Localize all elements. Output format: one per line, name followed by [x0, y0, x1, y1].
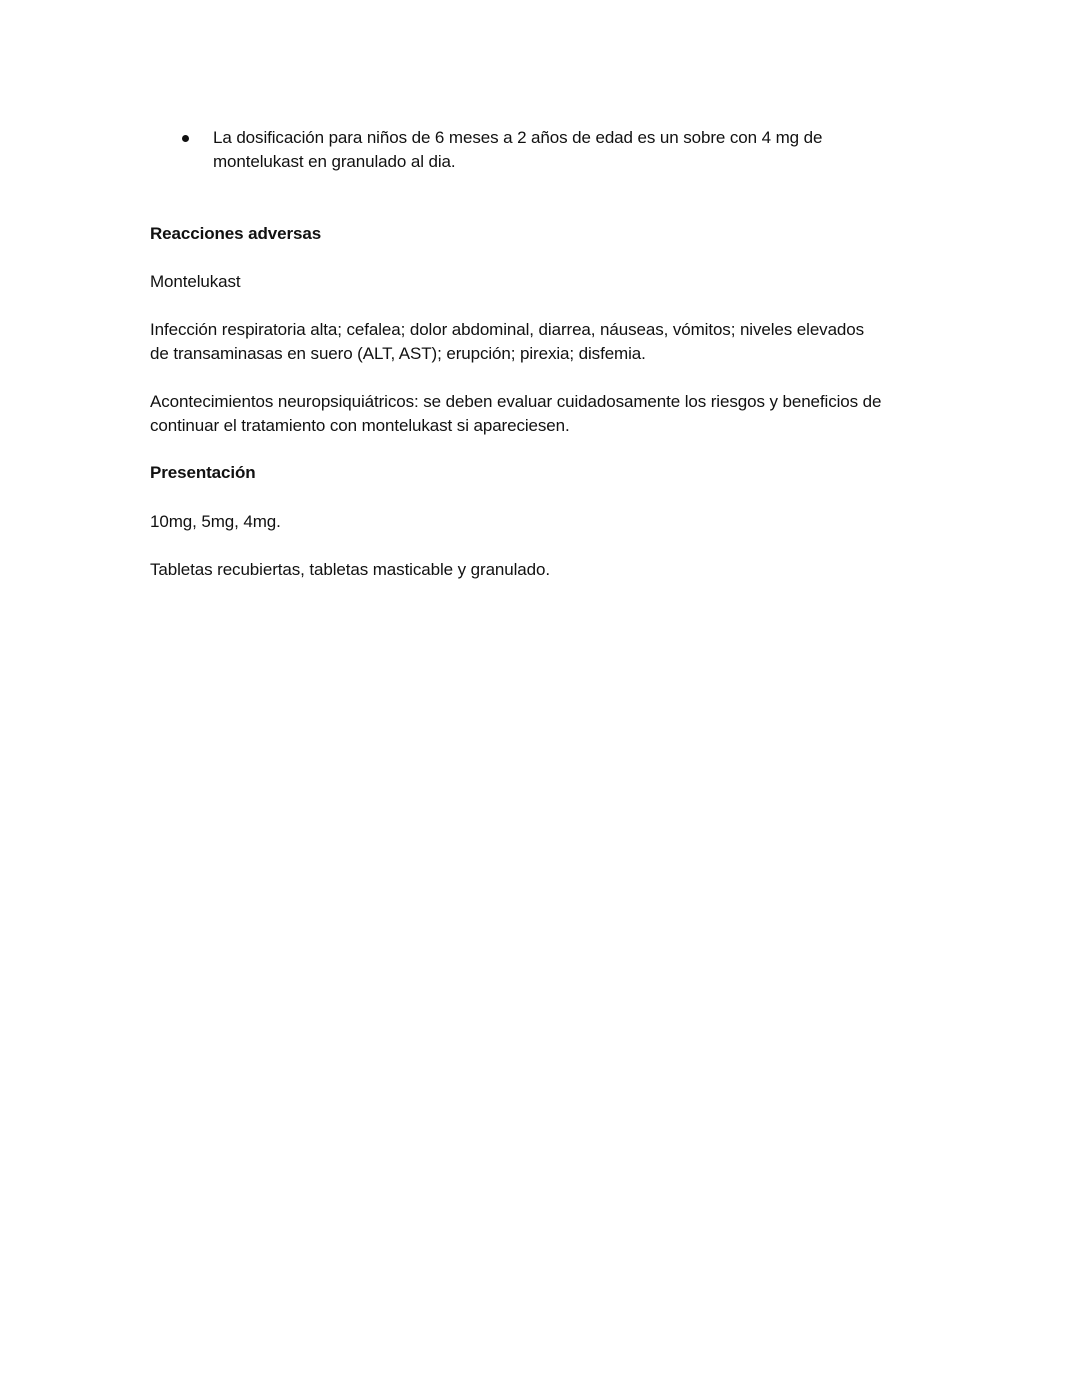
presentation-doses: 10mg, 5mg, 4mg.	[150, 512, 281, 531]
presentation-heading: Presentación	[150, 463, 256, 482]
bullet-text-line-2: montelukast en granulado al dia.	[213, 152, 456, 171]
drug-name: Montelukast	[150, 272, 241, 291]
bullet-icon	[182, 135, 189, 142]
adverse-paragraph-2-line-1: Acontecimientos neuropsiquiátricos: se deben evaluar cuidadosamente los riesgos y beneficios de	[150, 392, 882, 411]
adverse-paragraph-2-line-2: continuar el tratamiento con montelukast si apareciesen.	[150, 416, 570, 435]
bullet-text-line-1: La dosificación para niños de 6 meses a 2 años de edad es un sobre con 4 mg de	[213, 128, 823, 147]
adverse-reactions-heading: Reacciones adversas	[150, 224, 322, 243]
adverse-paragraph-1-line-1: Infección respiratoria alta; cefalea; dolor abdominal, diarrea, náuseas, vómitos; niveles elevados	[150, 320, 865, 339]
adverse-paragraph-1-line-2: de transaminasas en suero (ALT, AST); erupción; pirexia; disfemia.	[150, 344, 646, 363]
presentation-forms: Tabletas recubiertas, tabletas masticable y granulado.	[150, 560, 550, 579]
